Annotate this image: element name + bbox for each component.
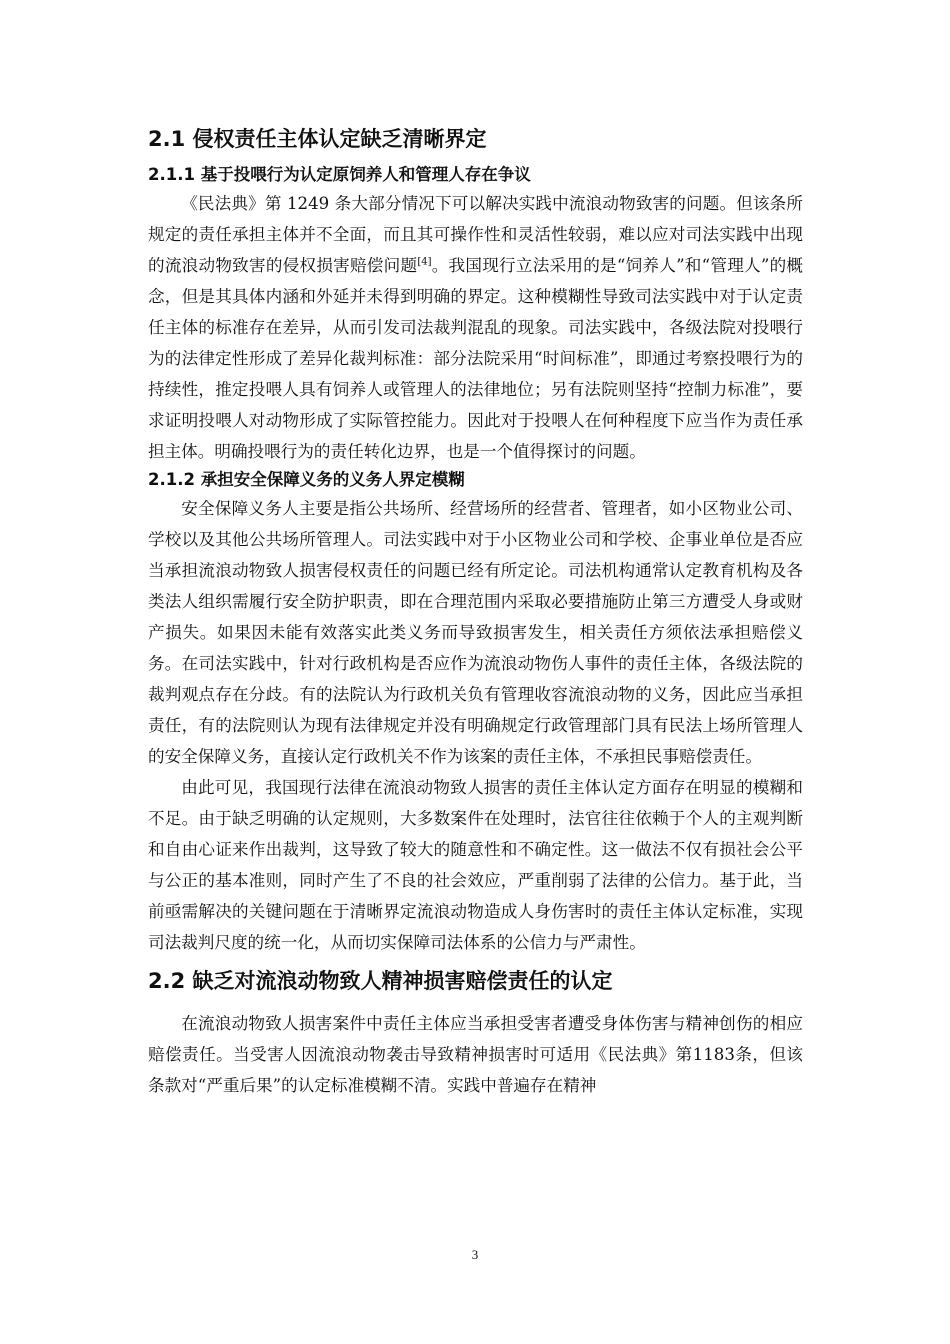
- paragraph-text: 《民法典》第 1249 条大部分情况下可以解决实践中流浪动物致害的问题。但该条所规定的责任承担主体并不全面，而且其可操作性和灵活性较弱，难以应对司法实践中出现的流浪动物致害的侵权损害赔偿问题: [148, 194, 803, 275]
- page-number: 3: [471, 1247, 479, 1262]
- paragraph-text: 。我国现行立法采用的是“饲养人”和“管理人”的概念，但是其具体内涵和外延并未得到明确的界定。这种模糊性导致司法实践中对于认定责任主体的标准存在差异，从而引发司法裁判混乱的现象。司法实践中，各级法院对投喂行为的法律定性形成了差异化裁判标准：部分法院采用“时间标准”，即通过考察投喂行为的持续性，推定投喂人具有饲养人或管理人的法律地位；另有法院则坚持“控制力标准”，要求证明投喂人对动物形成了实际管控能力。因此对于投喂人在何种程度下应当作为责任承担主体。明确投喂行为的责任转化边界，也是一个值得探讨的问题。: [148, 256, 804, 461]
- paragraph-2-1-2-b: 由此可见，我国现行法律在流浪动物致人损害的责任主体认定方面存在明显的模糊和不足。由于缺乏明确的认定规则，大多数案件在处理时，法官往往依赖于个人的主观判断和自由心证来作出裁判，这导致了较大的随意性和不确定性。这一做法不仅有损社会公平与公正的基本准则，同时产生了不良的社会效应，严重削弱了法律的公信力。基于此，当前亟需解决的关键问题在于清晰界定流浪动物造成人身伤害时的责任主体认定标准，实现司法裁判尺度的统一化，从而切实保障司法体系的公信力与严肃性。: [148, 778, 803, 952]
- paragraph-2-1-2-a: 安全保障义务人主要是指公共场所、经营场所的经营者、管理者，如小区物业公司、学校以及其他公共场所管理人。司法实践中对于小区物业公司和学校、企事业单位是否应当承担流浪动物致人损害侵权责任的问题已经有所定论。司法机构通常认定教育机构及各类法人组织需履行安全防护职责，即在合理范围内采取必要措施防止第三方遭受人身或财产损失。如果因未能有效落实此类义务而导致损害发生，相关责任方须依法承担赔偿义务。在司法实践中，针对行政机构是否应作为流浪动物伤人事件的责任主体，各级法院的裁判观点存在分歧。有的法院认为行政机关负有管理收容流浪动物的义务，因此应当承担责任，有的法院则认为现有法律规定并没有明确规定行政管理部门具有民法上场所管理人的安全保障义务，直接认定行政机关不作为该案的责任主体，不承担民事赔偿责任。: [148, 499, 803, 766]
- citation-reference: [4]: [417, 256, 432, 268]
- section-heading-2-2: 2.2 缺乏对流浪动物致人精神损害赔偿责任的认定: [148, 969, 613, 993]
- subsection-heading-2-1-2: 2.1.2 承担安全保障义务的义务人界定模糊: [148, 470, 465, 489]
- page-content: [148, 118, 803, 1101]
- section-heading-2-1: 2.1 侵权责任主体认定缺乏清晰界定: [148, 127, 487, 151]
- subsection-heading-2-1-1: 2.1.1 基于投喂行为认定原饲养人和管理人存在争议: [148, 165, 531, 184]
- paragraph-2-1-1: [148, 188, 803, 467]
- paragraph-2-2: 在流浪动物致人损害案件中责任主体应当承担受害者遭受身体伤害与精神创伤的相应赔偿责任。当受害人因流浪动物袭击导致精神损害时可适用《民法典》第1183条，但该条款对“严重后果”的认定标准模糊不清。实践中普遍存在精神: [148, 1014, 803, 1095]
